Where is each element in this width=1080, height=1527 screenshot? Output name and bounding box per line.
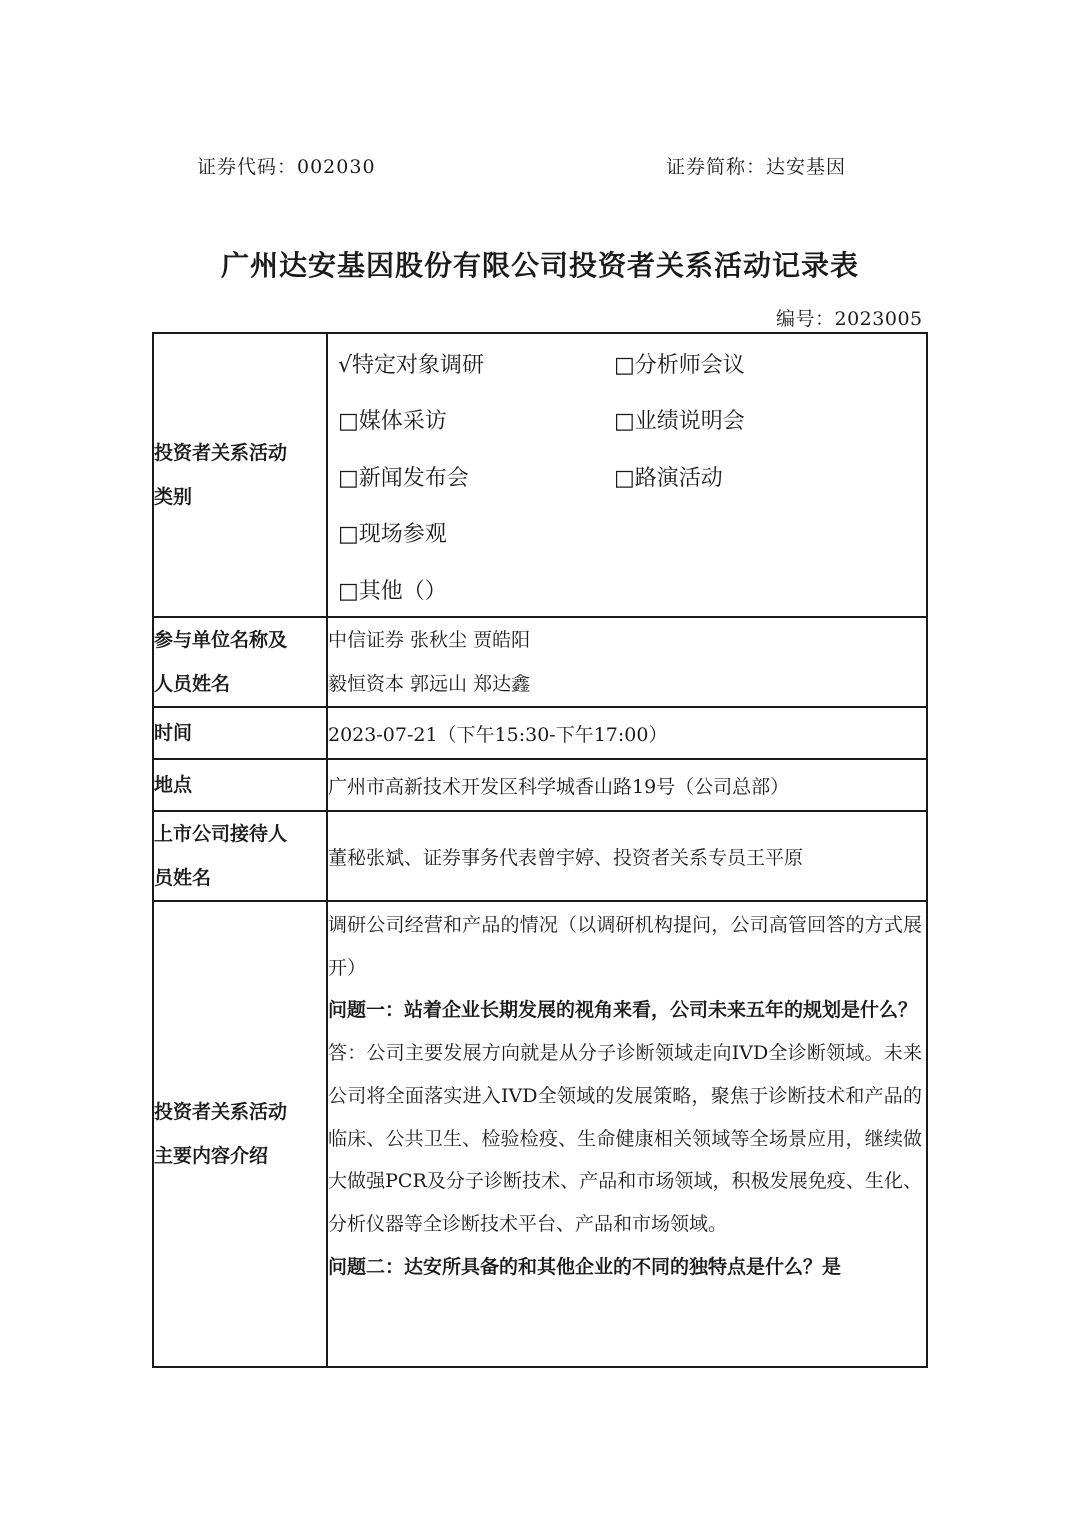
stock-code: 证券代码：002030 bbox=[197, 156, 376, 178]
label-activity-type bbox=[153, 333, 327, 617]
label-participants bbox=[153, 617, 327, 707]
label-line: 上市公司接待人 bbox=[154, 823, 288, 845]
record-table bbox=[152, 332, 928, 1368]
row-activity-type bbox=[153, 333, 927, 617]
participant-line: 中信证券 张秋尘 贾皓阳 bbox=[328, 629, 531, 651]
label-line: 主要内容介绍 bbox=[154, 1145, 269, 1167]
label-line: 投资者关系活动 bbox=[154, 1101, 288, 1123]
participant-line: 毅恒资本 郭远山 郑达鑫 bbox=[328, 673, 531, 695]
question-2: 问题二：达安所具备的和其他企业的不同的独特点是什么？是 bbox=[328, 1255, 842, 1278]
label-location: 地点 bbox=[153, 759, 327, 811]
label-line: 参与单位名称及 bbox=[154, 629, 288, 651]
label-line: 员姓名 bbox=[154, 867, 212, 889]
document-number: 编号：2023005 bbox=[776, 308, 923, 330]
answer-1: 答：公司主要发展方向就是从分子诊断领域走向IVD全诊断领域。未来公司将全面落实进入IVD全领域的发展策略，聚焦于诊断技术和产品的临床、公共卫生、检验检疫、生命健康相关领域等全场景应用，继续做大做强PCR及分子诊断技术、产品和市场领域，积极发展免疫、生化、分析仪器等全诊断技术平台、产品和市场领域。 bbox=[328, 1042, 922, 1235]
receptionists-value: 董秘张斌、证券事务代表曾宇婷、投资者关系专员王平原 bbox=[327, 811, 927, 901]
label-line: 类别 bbox=[154, 486, 193, 508]
label-line: 投资者关系活动 bbox=[154, 442, 288, 464]
label-receptionists bbox=[153, 811, 327, 901]
time-value: 2023-07-21（下午15:30-下午17:00） bbox=[327, 707, 927, 759]
row-location bbox=[153, 759, 927, 811]
option-site-visit[interactable]: □现场参观 bbox=[338, 522, 447, 547]
activity-type-options bbox=[327, 333, 927, 617]
option-specific-research[interactable]: √特定对象调研 bbox=[338, 353, 485, 378]
label-content bbox=[153, 901, 327, 1367]
option-other[interactable]: □其他（） bbox=[338, 579, 447, 604]
option-roadshow[interactable]: □路演活动 bbox=[614, 466, 723, 491]
question-1: 问题一：站着企业长期发展的视角来看，公司未来五年的规划是什么？ bbox=[328, 999, 918, 1022]
participants-value bbox=[327, 617, 927, 707]
stock-name: 证券简称：达安基因 bbox=[666, 156, 847, 178]
row-time bbox=[153, 707, 927, 759]
option-media-interview[interactable]: □媒体采访 bbox=[338, 409, 447, 434]
content-value bbox=[327, 901, 927, 1367]
option-analyst-meeting[interactable]: □分析师会议 bbox=[614, 353, 745, 378]
row-content bbox=[153, 901, 927, 1367]
document-title: 广州达安基因股份有限公司投资者关系活动记录表 bbox=[220, 249, 859, 282]
content-body bbox=[328, 902, 926, 1288]
option-earnings-call[interactable]: □业绩说明会 bbox=[614, 409, 745, 434]
row-receptionists bbox=[153, 811, 927, 901]
option-press-conference[interactable]: □新闻发布会 bbox=[338, 466, 469, 491]
label-line: 人员姓名 bbox=[154, 673, 231, 695]
label-time: 时间 bbox=[153, 707, 327, 759]
location-value: 广州市高新技术开发区科学城香山路19号（公司总部） bbox=[327, 759, 927, 811]
content-intro: 调研公司经营和产品的情况（以调研机构提问，公司高管回答的方式展开） bbox=[328, 914, 922, 979]
row-participants bbox=[153, 617, 927, 707]
